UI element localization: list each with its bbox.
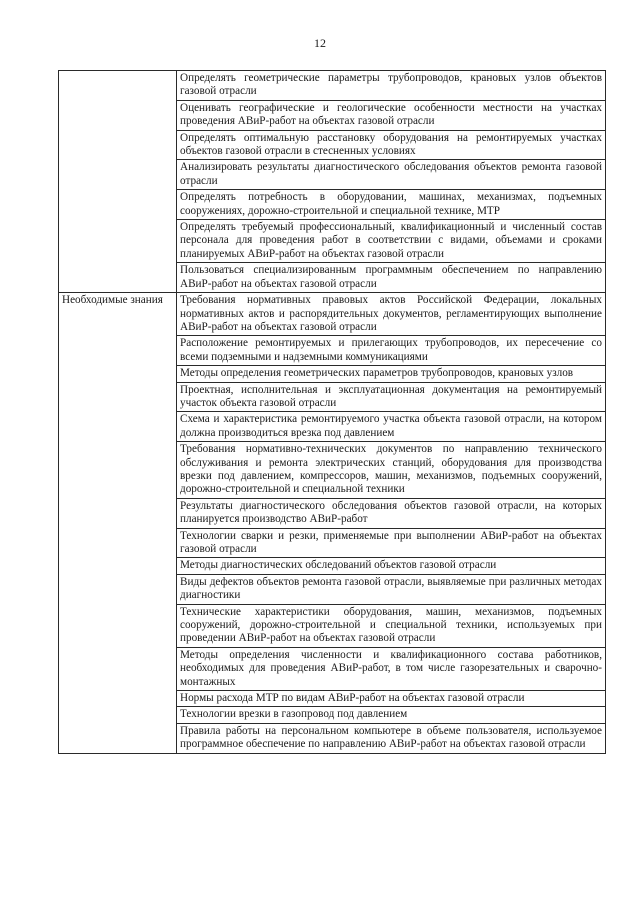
- skills-label-cell: [59, 71, 177, 293]
- table-cell: Пользоваться специализированным программным обеспечением по направлению АВиР-работ на объектах газовой отрасли: [177, 263, 606, 293]
- table-cell: Требования нормативных правовых актов Российской Федерации, локальных нормативных актов и распорядительных документов, регламентирующих выполнение АВиР-работ на объектах газовой отрасли: [177, 293, 606, 336]
- table-cell: Анализировать результаты диагностического обследования объектов ремонта газовой отрасли: [177, 160, 606, 190]
- table-cell: Методы определения геометрических параметров трубопроводов, крановых узлов: [177, 366, 606, 382]
- page-number: 12: [314, 36, 326, 50]
- table-cell: Результаты диагностического обследования объектов газовой отрасли, на которых планируется производство АВиР-работ: [177, 498, 606, 528]
- table-cell: Требования нормативно-технических документов по направлению технического обслуживания и ремонта электрических станций, оборудования для производства врезки под давлением, компрессоров, машин, механизмов, подъемных сооружений, дорожно-строительной и специальной техники: [177, 442, 606, 499]
- table-cell: Схема и характеристика ремонтируемого участка объекта газовой отрасли, на котором должна производиться врезка под давлением: [177, 412, 606, 442]
- table-cell: Методы диагностических обследований объектов газовой отрасли: [177, 558, 606, 574]
- table-cell: Определять геометрические параметры трубопроводов, крановых узлов объектов газовой отрасли: [177, 71, 606, 101]
- competency-table: [58, 70, 606, 754]
- table-cell: Правила работы на персональном компьютере в объеме пользователя, используемое программное обеспечение по направлению АВиР-работ на объектах газовой отрасли: [177, 723, 606, 753]
- table-cell: Оценивать географические и геологические особенности местности на участках проведения АВиР-работ на объектах газовой отрасли: [177, 100, 606, 130]
- table-cell: Технологии врезки в газопровод под давлением: [177, 707, 606, 723]
- table-cell: Расположение ремонтируемых и прилегающих трубопроводов, их пересечение со всеми подземными и надземными коммуникациями: [177, 336, 606, 366]
- table-cell: Виды дефектов объектов ремонта газовой отрасли, выявляемые при различных методах диагностики: [177, 574, 606, 604]
- table-row: [59, 293, 606, 336]
- table-cell: Технические характеристики оборудования, машин, механизмов, подъемных сооружений, дорожно-строительной и специальной техники, используемых при проведении АВиР-работ на объектах газовой отрасли: [177, 604, 606, 647]
- table-row: [59, 71, 606, 101]
- table-cell: Технологии сварки и резки, применяемые при выполнении АВиР-работ на объектах газовой отрасли: [177, 528, 606, 558]
- knowledge-label: Необходимые знания: [59, 293, 177, 754]
- table-cell: Определять оптимальную расстановку оборудования на ремонтируемых участках объектов газовой отрасли в стесненных условиях: [177, 130, 606, 160]
- table-cell: Определять требуемый профессиональный, квалификационный и численный состав персонала для проведения работ в соответствии с видами, объемами и сроками планируемых АВиР-работ на объектах газовой отрасли: [177, 220, 606, 263]
- table-cell: Проектная, исполнительная и эксплуатационная документация на ремонтируемый участок объекта газовой отрасли: [177, 382, 606, 412]
- table-cell: Определять потребность в оборудовании, машинах, механизмах, подъемных сооружениях, дорожно-строительной и специальной технике, МТР: [177, 190, 606, 220]
- table-cell: Методы определения численности и квалификационного состава работников, необходимых для проведения АВиР-работ, в том числе газорезательных и сварочно-монтажных: [177, 647, 606, 690]
- table-cell: Нормы расхода МТР по видам АВиР-работ на объектах газовой отрасли: [177, 691, 606, 707]
